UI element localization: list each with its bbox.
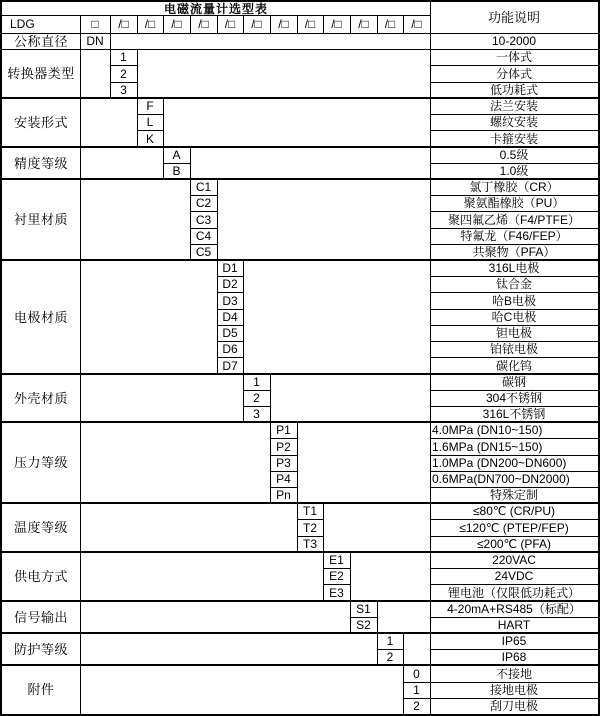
row-label: 转换器类型 xyxy=(7,66,75,81)
option-code: D1 xyxy=(222,261,238,275)
code-column-line xyxy=(350,552,351,601)
option-desc: 4.0MPa (DN10~150) xyxy=(432,423,543,437)
row-label: 温度等级 xyxy=(13,520,68,535)
option-desc: 接地电极 xyxy=(489,683,538,697)
option-code: D6 xyxy=(222,342,238,356)
option-desc: 24VDC xyxy=(494,569,534,583)
model-slot-box: /□ xyxy=(358,17,369,31)
option-code: C4 xyxy=(195,229,212,243)
option-code: D5 xyxy=(222,326,238,340)
code-column-line xyxy=(190,147,191,179)
option-code: 0 xyxy=(413,666,420,681)
option-code: T3 xyxy=(302,537,317,551)
option-desc: 316L不锈钢 xyxy=(482,407,546,421)
option-desc: 1.0MPa (DN200~DN600) xyxy=(432,456,567,470)
option-desc: 特氟龙（F46/FEP） xyxy=(460,229,568,243)
option-code: D2 xyxy=(222,277,238,291)
option-code: B xyxy=(172,164,181,178)
model-slot-box: /□ xyxy=(278,17,289,31)
function-header: 功能说明 xyxy=(487,10,540,25)
option-code: D4 xyxy=(222,310,238,324)
option-code: C2 xyxy=(195,196,212,210)
option-code: 1 xyxy=(413,683,420,697)
model-slot-box: /□ xyxy=(304,17,316,31)
option-code: C3 xyxy=(195,212,212,227)
code-column-line xyxy=(377,601,378,633)
row-label: 衬里材质 xyxy=(13,212,68,227)
option-desc: IP65 xyxy=(501,634,527,648)
option-code: Pn xyxy=(276,488,291,502)
option-desc: 不接地 xyxy=(495,666,532,681)
code-column-line xyxy=(297,422,298,503)
code-column-line xyxy=(163,98,164,147)
option-desc: HART xyxy=(497,618,531,632)
table-title: 电磁流量计选型表 xyxy=(163,2,268,15)
row-label: 供电方式 xyxy=(13,569,68,584)
dn-cell-line xyxy=(110,33,111,49)
option-desc: 法兰安装 xyxy=(489,99,538,113)
option-code: 1 xyxy=(386,634,394,648)
row-label: 电极材质 xyxy=(13,309,68,325)
option-desc: 1.0级 xyxy=(499,164,529,178)
option-desc: 钽电极 xyxy=(495,326,532,340)
option-desc: 0.5级 xyxy=(499,148,529,162)
option-desc: 一体式 xyxy=(495,50,532,64)
option-code: 3 xyxy=(253,407,260,421)
option-desc: 卡箍安装 xyxy=(489,131,538,146)
option-code: E1 xyxy=(329,553,344,567)
option-code: P3 xyxy=(276,456,291,470)
option-desc: 铂铱电极 xyxy=(489,342,538,356)
option-desc: 钛合金 xyxy=(495,277,532,291)
model-slot-box: /□ xyxy=(251,17,262,31)
option-desc: 碳钢 xyxy=(501,375,526,389)
option-desc: 低功耗式 xyxy=(489,83,538,97)
option-code: 2 xyxy=(413,699,420,713)
model-slot-box: /□ xyxy=(224,17,236,31)
option-code: S1 xyxy=(356,602,371,616)
model-slot-box: /□ xyxy=(411,17,422,31)
code-column-line xyxy=(137,49,138,98)
option-code: 1 xyxy=(120,50,127,64)
row-label: 附件 xyxy=(27,682,55,697)
code-column-line xyxy=(403,633,404,665)
option-code: 2 xyxy=(386,650,394,664)
option-desc: 0.6MPa(DN700~DN2000) xyxy=(432,472,570,486)
option-code: T2 xyxy=(302,520,317,535)
option-desc: 锂电池（仅限低功耗式） xyxy=(447,585,580,600)
option-code: 1 xyxy=(253,375,260,389)
code-column-line xyxy=(217,179,218,260)
option-desc: ≤120℃ (PTEP/FEP) xyxy=(459,520,569,535)
option-desc: 碳化钨 xyxy=(495,358,532,373)
option-code: E3 xyxy=(329,585,344,600)
option-desc: 刮刀电极 xyxy=(489,699,538,713)
row-label: 信号输出 xyxy=(13,609,68,625)
code-column-line xyxy=(270,374,271,422)
option-desc: 特殊定制 xyxy=(489,488,538,502)
label-column-line xyxy=(80,15,81,714)
option-code: P1 xyxy=(276,423,291,437)
option-desc: 316L电极 xyxy=(488,261,540,275)
option-desc: 304不锈钢 xyxy=(485,391,543,405)
option-code: T1 xyxy=(302,504,317,518)
row-label: 防护等级 xyxy=(13,641,68,657)
model-slot-box: /□ xyxy=(118,17,129,31)
row-label: 安装形式 xyxy=(13,115,68,130)
option-desc: 聚氨酯橡胶（PU） xyxy=(463,196,565,210)
model-prefix: LDG xyxy=(10,17,35,31)
option-desc: ≤200℃ (PFA) xyxy=(476,537,552,551)
code-column-line xyxy=(243,260,244,374)
model-slot-box: /□ xyxy=(144,17,156,31)
option-code: 2 xyxy=(253,391,260,405)
option-desc: 共聚物（PFA） xyxy=(472,245,556,259)
option-desc: ≤80℃ (CR/PU) xyxy=(472,504,556,518)
option-desc: 4-20mA+RS485（标配） xyxy=(447,602,581,616)
option-code: DN xyxy=(86,34,104,48)
model-slot-box: /□ xyxy=(171,17,182,31)
option-code: C1 xyxy=(195,180,212,194)
option-code: L xyxy=(146,115,154,129)
model-slot-box: /□ xyxy=(331,17,342,31)
row-label: 外壳材质 xyxy=(13,390,68,406)
option-code: S2 xyxy=(356,618,371,632)
row-label: 公称直径 xyxy=(13,33,68,49)
option-desc: 10-2000 xyxy=(491,34,537,48)
model-slot-box: /□ xyxy=(198,17,209,31)
option-desc: 螺纹安装 xyxy=(489,115,538,129)
option-code: D3 xyxy=(222,293,238,308)
option-code: 3 xyxy=(120,83,127,97)
option-desc: 聚四氟乙烯（F4/PTFE） xyxy=(447,212,580,227)
option-code: A xyxy=(172,148,181,162)
option-code: P4 xyxy=(276,472,291,486)
option-desc: 氯丁橡胶（CR） xyxy=(469,180,559,194)
option-desc: 220VAC xyxy=(492,553,536,567)
option-desc: 1.6MPa (DN15~150) xyxy=(432,439,543,454)
option-code: C5 xyxy=(195,245,212,259)
option-desc: 哈B电极 xyxy=(491,293,536,308)
model-base-box: □ xyxy=(91,17,99,31)
option-code: K xyxy=(145,131,154,146)
option-code: F xyxy=(146,99,154,113)
code-column-line xyxy=(323,503,324,552)
model-slot-box: /□ xyxy=(384,17,396,31)
option-desc: 分体式 xyxy=(495,66,532,81)
option-code: 2 xyxy=(120,66,127,81)
option-desc: IP68 xyxy=(501,650,527,664)
row-label: 精度等级 xyxy=(13,155,68,171)
option-code: P2 xyxy=(276,439,291,454)
row-label: 压力等级 xyxy=(13,455,68,470)
option-code: E2 xyxy=(329,569,344,583)
option-desc: 哈C电极 xyxy=(491,310,537,324)
option-code: D7 xyxy=(222,358,238,373)
